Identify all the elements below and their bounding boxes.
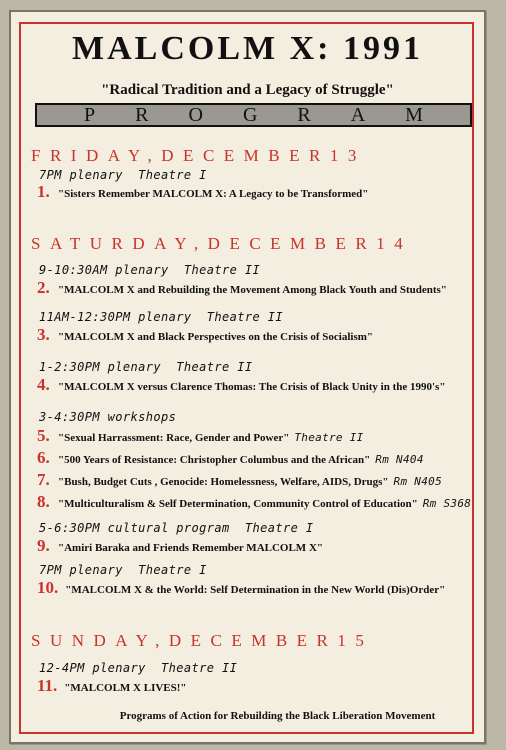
item-number: 4. bbox=[37, 375, 50, 394]
session-label: 5-6:30PM cultural program Theatre I bbox=[39, 521, 314, 535]
program-banner bbox=[35, 103, 472, 127]
item-location: Rm N405 bbox=[393, 475, 442, 488]
item-number: 6. bbox=[37, 448, 50, 467]
day-heading-friday: FRIDAY,DECEMBER13 bbox=[31, 146, 366, 165]
list-item bbox=[37, 325, 373, 345]
item-number: 11. bbox=[37, 676, 58, 695]
day-heading-saturday: SATURDAY,DECEMBER14 bbox=[31, 234, 413, 253]
item-title: "MALCOLM X and Black Perspectives on the Crisis of Socialism" bbox=[58, 331, 374, 343]
closing-line bbox=[11, 710, 484, 722]
list-item bbox=[37, 578, 445, 598]
session-label: 7PM plenary Theatre I bbox=[39, 168, 207, 182]
item-title: "500 Years of Resistance: Christopher Columbus and the African" bbox=[58, 454, 371, 466]
day-heading-sunday: SUNDAY,DECEMBER15 bbox=[31, 631, 374, 650]
item-location: Theatre II bbox=[294, 431, 364, 444]
list-item bbox=[37, 182, 368, 202]
item-number: 3. bbox=[37, 325, 50, 344]
item-title: "MALCOLM X & the World: Self Determination in the New World (Dis)Order" bbox=[65, 584, 446, 596]
list-item bbox=[37, 278, 447, 298]
item-title: "MALCOLM X LIVES!" bbox=[64, 682, 187, 694]
item-title: "MALCOLM X versus Clarence Thomas: The Crisis of Black Unity in the 1990's" bbox=[58, 381, 446, 393]
session-label: 12-4PM plenary Theatre II bbox=[39, 661, 238, 675]
item-number: 10. bbox=[37, 578, 59, 597]
item-number: 8. bbox=[37, 492, 50, 511]
item-title: "Bush, Budget Cuts , Genocide: Homelessness, Welfare, AIDS, Drugs" bbox=[58, 476, 389, 488]
item-title: "Sexual Harrassment: Race, Gender and Power" bbox=[58, 432, 290, 444]
item-location: Rm S368 bbox=[422, 497, 472, 510]
page-subtitle: "Radical Tradition and a Legacy of Struggle" bbox=[101, 82, 394, 98]
item-title: "Multiculturalism & Self Determination, Community Control of Education" bbox=[58, 498, 418, 510]
list-item bbox=[37, 448, 424, 468]
item-title: "Amiri Baraka and Friends Remember MALCOLM X" bbox=[58, 542, 323, 554]
session-label: 9-10:30AM plenary Theatre II bbox=[39, 263, 261, 277]
item-title: "Sisters Remember MALCOLM X: A Legacy to be Transformed" bbox=[58, 188, 369, 200]
list-item bbox=[37, 492, 471, 512]
program-label: PROGRAM bbox=[84, 103, 463, 126]
item-title: "MALCOLM X and Rebuilding the Movement Among Black Youth and Students" bbox=[58, 284, 447, 296]
list-item bbox=[37, 470, 442, 490]
item-number: 7. bbox=[37, 470, 50, 489]
item-number: 5. bbox=[37, 426, 50, 445]
session-label: 11AM-12:30PM plenary Theatre II bbox=[39, 310, 283, 324]
list-item bbox=[37, 375, 445, 395]
item-location: Rm N404 bbox=[375, 453, 424, 466]
session-label: 3-4:30PM workshops bbox=[39, 410, 177, 424]
closing-text: Programs of Action for Rebuilding the Black Liberation Movement bbox=[119, 710, 436, 722]
item-number: 1. bbox=[37, 182, 50, 201]
list-item bbox=[37, 676, 187, 696]
session-label: 1-2:30PM plenary Theatre II bbox=[39, 360, 253, 374]
program-page bbox=[9, 10, 486, 744]
list-item bbox=[37, 536, 323, 556]
item-number: 2. bbox=[37, 278, 50, 297]
list-item bbox=[37, 426, 364, 446]
session-label: 7PM plenary Theatre I bbox=[39, 563, 207, 577]
page-title: MALCOLM X: 1991 bbox=[72, 30, 423, 67]
item-number: 9. bbox=[37, 536, 50, 555]
